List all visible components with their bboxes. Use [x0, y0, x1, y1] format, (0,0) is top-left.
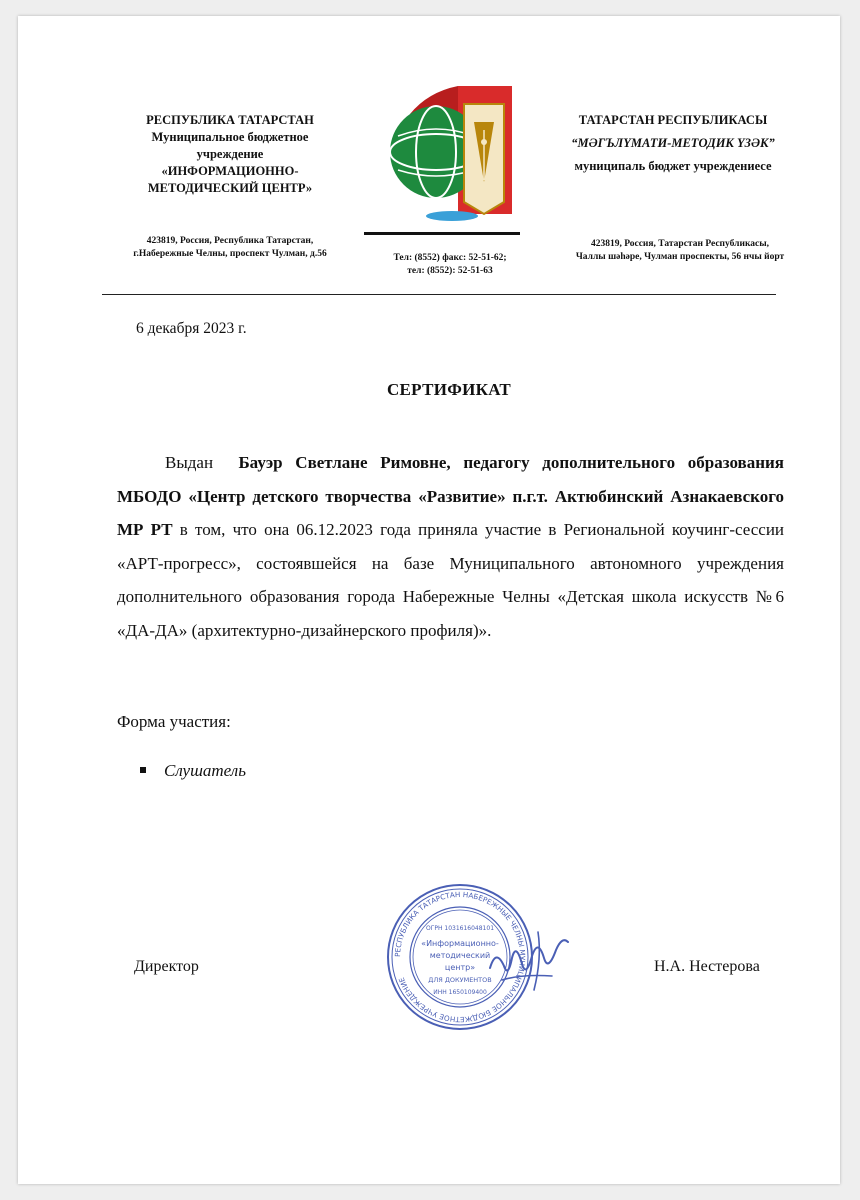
logo-underline — [364, 232, 520, 235]
stamp-line: методический — [429, 951, 491, 960]
header-left-line: «ИНФОРМАЦИОННО- — [161, 164, 299, 178]
address-line: г.Набережные Челны, проспект Чулман, д.56 — [133, 249, 327, 259]
phone-line: тел: (8552): 52-51-63 — [407, 266, 493, 276]
recipient-name: Бауэр Светлане Римовне, педагогу дополнительного образования МБОДО «Центр детского творчества «Развитие» п.г.т. Актюбинский Азнакаевского МР РТ — [117, 453, 784, 539]
header-left-line: МЕТОДИЧЕСКИЙ ЦЕНТР» — [147, 181, 313, 195]
body-paragraph — [117, 446, 784, 647]
stamp-line: ОГРН 1031616048101 — [425, 925, 495, 932]
header-right-line: “МӘГЪЛҮМАТИ-МЕТОДИК ҮЗӘК” — [571, 136, 775, 150]
certificate-body — [117, 446, 784, 647]
stamp-line: ИНН 1650109400 — [433, 989, 487, 996]
stamp-outer-text: РЕСПУБЛИКА ТАТАРСТАН НАБЕРЕЖНЫЕ ЧЕЛНЫ МУНИЦИПАЛЬНОЕ БЮДЖЕТНОЕ УЧРЕЖДЕНИЕ — [392, 889, 528, 1025]
stamp-line: центр» — [444, 963, 476, 972]
stamp-line: «Информационно- — [421, 939, 499, 948]
header-left-line: Муниципальное бюджетное — [151, 130, 309, 144]
list-item — [140, 761, 246, 781]
stamp-line: ДЛЯ ДОКУМЕНТОВ — [428, 976, 492, 984]
header-right-org — [548, 112, 798, 175]
header-left-line: РЕСПУБЛИКА ТАТАРСТАН — [146, 113, 314, 127]
bullet-icon — [140, 767, 146, 773]
header-right-address — [555, 238, 805, 264]
header-divider — [102, 294, 776, 295]
header-left-line: учреждение — [196, 147, 264, 161]
body-lead: Выдан — [165, 453, 214, 472]
address-line: 423819, Россия, Республика Татарстан, — [146, 236, 314, 246]
document-date: 6 декабря 2023 г. — [136, 320, 247, 337]
address-line: Чаллы шәһәре, Чулман проспекты, 56 нчы йорт — [575, 252, 785, 262]
organization-logo — [388, 82, 516, 222]
address-line: 423819, Россия, Татарстан Республикасы, — [590, 239, 770, 249]
director-signature — [482, 928, 572, 998]
header-contacts — [380, 252, 520, 278]
body-text: в том, что она 06.12.2023 года приняла участие в Региональной коучинг-сессии «АРТ-прогресс», состоявшейся на базе Муниципального автономного учреждения дополнительного образования города Набережные Челны «Детская школа искусств №6 «ДА-ДА» (архитектурно-дизайнерского профиля)». — [117, 520, 785, 640]
phone-line: Тел: (8552) факс: 52-51-62; — [393, 253, 507, 263]
header-left-org — [110, 112, 350, 197]
participation-label: Форма участия: — [117, 712, 231, 731]
signatory-name: Н.А. Нестерова — [654, 958, 760, 975]
participation-form: Слушатель — [164, 761, 246, 780]
header-right-line: муниципаль бюджет учреждениесе — [574, 159, 772, 173]
header-left-address — [112, 235, 348, 261]
document-title: СЕРТИФИКАТ — [386, 380, 512, 399]
header-right-line: ТАТАРСТАН РЕСПУБЛИКАСЫ — [578, 113, 768, 127]
signatory-role: Директор — [134, 958, 199, 975]
